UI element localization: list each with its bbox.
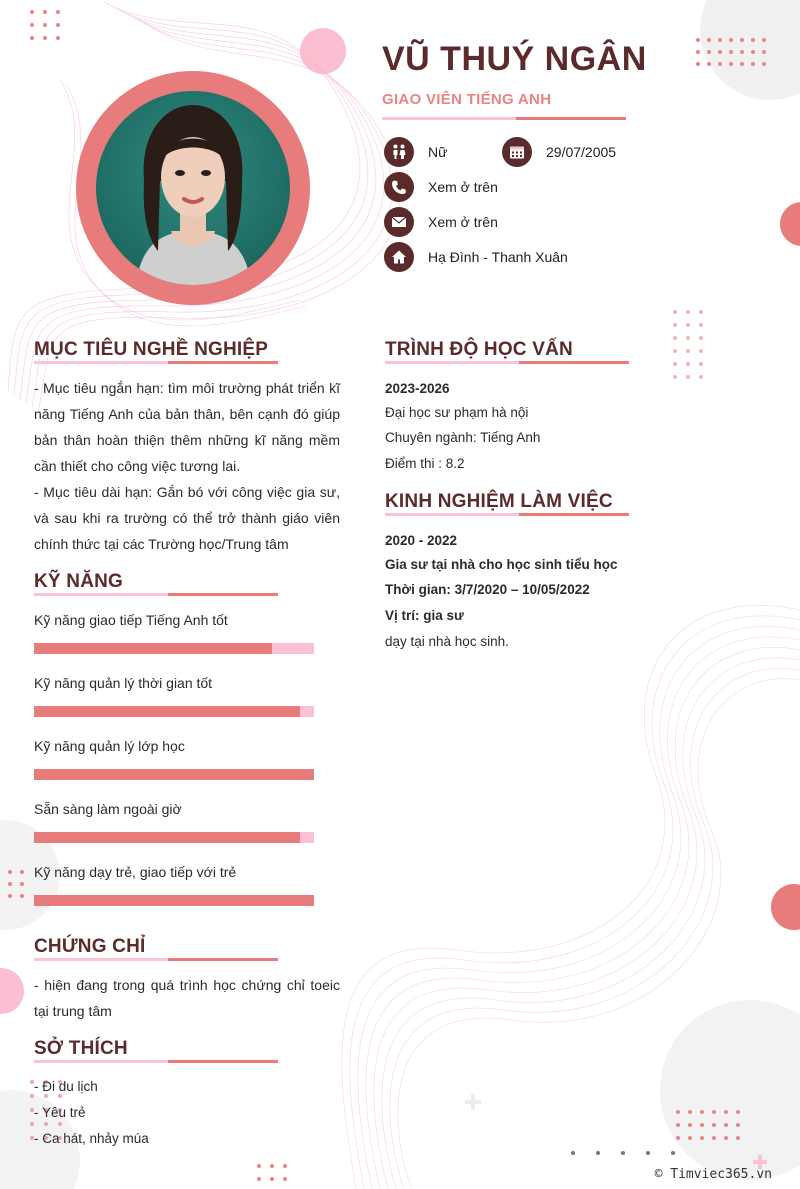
skill-bar-fill: [34, 706, 300, 717]
skills-underline: [34, 593, 278, 596]
experience-desc: dạy tại nhà học sinh.: [385, 634, 509, 649]
hobby-item: - Đi du lịch: [34, 1079, 98, 1094]
skill-label: Kỹ năng dạy trẻ, giao tiếp với trẻ: [34, 864, 237, 880]
education-period: 2023-2026: [385, 381, 450, 396]
deco-dots-mr: [673, 310, 703, 379]
certificates-underline: [34, 958, 278, 961]
education-major: Chuyên ngành: Tiếng Anh: [385, 430, 541, 445]
deco-dots-bc: [257, 1164, 287, 1181]
experience-period: 2020 - 2022: [385, 533, 458, 548]
education-school: Đại học sư phạm hà nội: [385, 405, 529, 420]
candidate-role: GIAO VIÊN TIẾNG ANH: [382, 91, 552, 108]
info-birthday: [502, 137, 616, 167]
experience-job: Gia sư tại nhà cho học sinh tiểu học: [385, 557, 618, 572]
avatar-portrait: [96, 91, 290, 285]
skill-bar-fill: [34, 832, 300, 843]
info-email: [384, 207, 498, 237]
education-title: TRÌNH ĐỘ HỌC VẤN: [385, 339, 573, 360]
skill-bar: [34, 769, 314, 780]
deco-dots-tr: [696, 38, 766, 66]
objective-title: MỤC TIÊU NGHỀ NGHIỆP: [34, 339, 269, 360]
skill-label: Kỹ năng quản lý lớp học: [34, 738, 185, 754]
avatar: [96, 91, 290, 285]
skill-bar: [34, 706, 314, 717]
phone-value: Xem ở trên: [428, 179, 498, 195]
education-underline: [385, 361, 629, 364]
certificates-text: - hiện đang trong quá trình học chứng chỉ toeic tại trung tâm: [34, 977, 340, 1019]
skill-bar-fill: [34, 895, 314, 906]
email-value: Xem ở trên: [428, 214, 498, 230]
certificates-title: CHỨNG CHỈ: [34, 936, 146, 957]
deco-plus-icon: [463, 1092, 483, 1112]
info-gender: [384, 137, 447, 167]
skill-label: Sẵn sàng làm ngoài giờ: [34, 801, 182, 817]
home-icon: [384, 242, 414, 272]
role-underline: [382, 117, 626, 120]
experience-underline: [385, 513, 629, 516]
hobby-item: - Ca hát, nhảy múa: [34, 1131, 149, 1146]
copyright-text: © Timviec365.vn: [654, 1167, 772, 1182]
deco-dots-ml: [8, 870, 24, 898]
deco-dots-bottom-grey: [571, 1151, 675, 1155]
hobby-item: - Yêu trẻ: [34, 1105, 86, 1120]
skills-title: KỸ NĂNG: [34, 571, 124, 592]
skill-label: Kỹ năng giao tiếp Tiếng Anh tốt: [34, 612, 228, 628]
education-score: Điểm thi : 8.2: [385, 456, 465, 471]
address-value: Hạ Đình - Thanh Xuân: [428, 249, 568, 265]
hobbies-underline: [34, 1060, 278, 1063]
candidate-name: VŨ THUÝ NGÂN: [382, 40, 647, 78]
skill-bar: [34, 643, 314, 654]
mail-icon: [384, 207, 414, 237]
skill-label: Kỹ năng quản lý thời gian tốt: [34, 675, 213, 691]
objective-long-term: - Mục tiêu dài hạn: Gắn bó với công việc gia sư, và sau khi ra trường có thể trở thành giáo viên chính thức tại các Trường học/Trung tâm: [34, 484, 340, 552]
skill-bar: [34, 832, 314, 843]
calendar-icon: [502, 137, 532, 167]
experience-title: KINH NGHIỆM LÀM VIỆC: [385, 491, 613, 512]
phone-icon: [384, 172, 414, 202]
objective-underline: [34, 361, 278, 364]
skill-bar: [34, 895, 314, 906]
deco-dots-tl: [30, 10, 60, 40]
experience-time: Thời gian: 3/7/2020 – 10/05/2022: [385, 582, 590, 597]
gender-icon: [384, 137, 414, 167]
experience-position: Vị trí: gia sư: [385, 608, 464, 623]
skill-bar-fill: [34, 643, 272, 654]
objective-short-term: - Mục tiêu ngắn hạn: tìm môi trường phát triển kĩ năng Tiếng Anh của bản thân, bên cạnh đó giúp bản thân hoàn thiện thêm những kĩ năng mềm cần thiết cho công việc tương lai.: [34, 380, 340, 474]
deco-dots-br: [676, 1110, 740, 1140]
info-phone: [384, 172, 498, 202]
info-address: [384, 242, 568, 272]
gender-value: Nữ: [428, 144, 448, 160]
birthday-value: 29/07/2005: [546, 144, 617, 160]
hobbies-title: SỞ THÍCH: [34, 1038, 128, 1059]
skill-bar-fill: [34, 769, 314, 780]
